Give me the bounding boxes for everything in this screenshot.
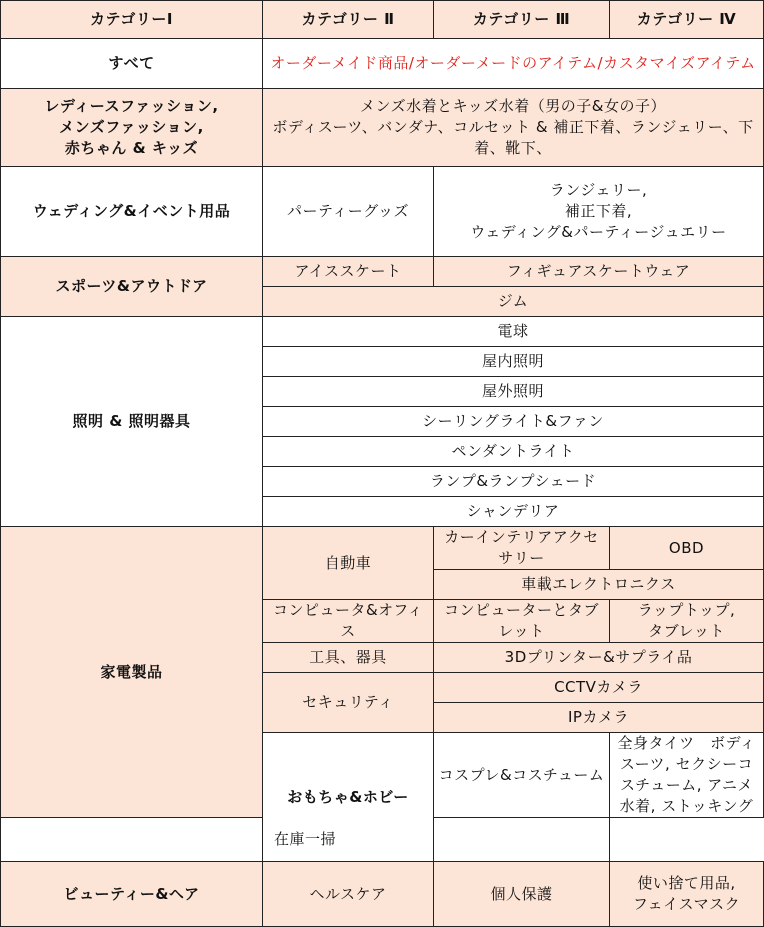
sports-ice-skating[interactable]: アイススケート [263,257,434,287]
electronics-3d-printer[interactable]: 3Dプリンター&サプライ品 [434,643,764,673]
electronics-cctv-camera[interactable]: CCTVカメラ [434,673,764,703]
fashion-items[interactable]: メンズ水着とキッズ水着（男の子&女の子） ボディスーツ、バンダナ、コルセット & 補正下着、ランジェリー、下着、靴下、 [263,89,764,167]
electronics-tools[interactable]: 工具、器具 [263,643,434,673]
electronics-laptop-tablet[interactable]: ラップトップ, タブレット [610,600,764,643]
toys-clearance[interactable]: 在庫一掃 [1,818,610,862]
row-lighting-1 [1,317,764,347]
lighting-item[interactable]: シャンデリア [263,497,764,527]
header-row [1,1,764,39]
electronics-computer-office[interactable]: コンピュータ&オフィス [263,600,434,643]
category-all[interactable]: すべて [1,39,263,89]
row-electronics-1 [1,527,764,570]
category-fashion[interactable]: レディースファッション, メンズファッション, 赤ちゃん & キッズ [1,89,263,167]
category-sports-outdoor[interactable]: スポーツ&アウトドア [1,257,263,317]
beauty-health-care[interactable]: ヘルスケア [263,862,434,927]
category-beauty-hair[interactable]: ビューティー&ヘア [1,862,263,927]
header-category-2: カテゴリー Ⅱ [263,1,434,39]
beauty-personal-protection[interactable]: 個人保護 [434,862,610,927]
category-wedding-event[interactable]: ウェディング&イベント用品 [1,167,263,257]
lighting-item[interactable]: ランプ&ランプシェード [263,467,764,497]
electronics-obd[interactable]: OBD [610,527,764,570]
header-category-1: カテゴリーⅠ [1,1,263,39]
lighting-item[interactable]: ペンダントライト [263,437,764,467]
category-toys-hobby[interactable]: おもちゃ&ホビー [263,733,434,862]
electronics-computer-tablet[interactable]: コンピューターとタブレット [434,600,610,643]
category-lighting[interactable]: 照明 & 照明器具 [1,317,263,527]
electronics-security[interactable]: セキュリティ [263,673,434,733]
electronics-ip-camera[interactable]: IPカメラ [434,703,764,733]
lighting-item[interactable]: シーリングライト&ファン [263,407,764,437]
row-beauty [1,862,764,927]
row-wedding [1,167,764,257]
category-electronics[interactable]: 家電製品 [1,527,263,818]
lighting-item[interactable]: 屋内照明 [263,347,764,377]
lighting-item[interactable]: 電球 [263,317,764,347]
wedding-party-goods[interactable]: パーティーグッズ [263,167,434,257]
beauty-disposable-face-mask[interactable]: 使い捨て用品, フェイスマスク [610,862,764,927]
electronics-car-electronics[interactable]: 車載エレクトロニクス [434,570,764,600]
electronics-car-interior-accessories[interactable]: カーインテリアアクセサリー [434,527,610,570]
wedding-detail[interactable]: ランジェリー, 補正下着, ウェディング&パーティージュエリー [434,167,764,257]
sports-figure-skate-wear[interactable]: フィギュアスケートウェア [434,257,764,287]
header-category-3: カテゴリー Ⅲ [434,1,610,39]
all-custom-items[interactable]: オーダーメイド商品/オーダーメードのアイテム/カスタマイズアイテム [263,39,764,89]
row-fashion [1,89,764,167]
header-category-4: カテゴリー Ⅳ [610,1,764,39]
row-toys-2 [1,818,764,862]
row-sports-1 [1,257,764,287]
toys-cosplay-costume[interactable]: コスプレ&コスチューム [434,733,610,818]
row-all [1,39,764,89]
toys-cosplay-detail[interactable]: 全身タイツ ボディスーツ, セクシーコスチューム, アニメ水着, ストッキング [610,733,764,818]
lighting-item[interactable]: 屋外照明 [263,377,764,407]
sports-gym[interactable]: ジム [263,287,764,317]
electronics-automotive[interactable]: 自動車 [263,527,434,600]
